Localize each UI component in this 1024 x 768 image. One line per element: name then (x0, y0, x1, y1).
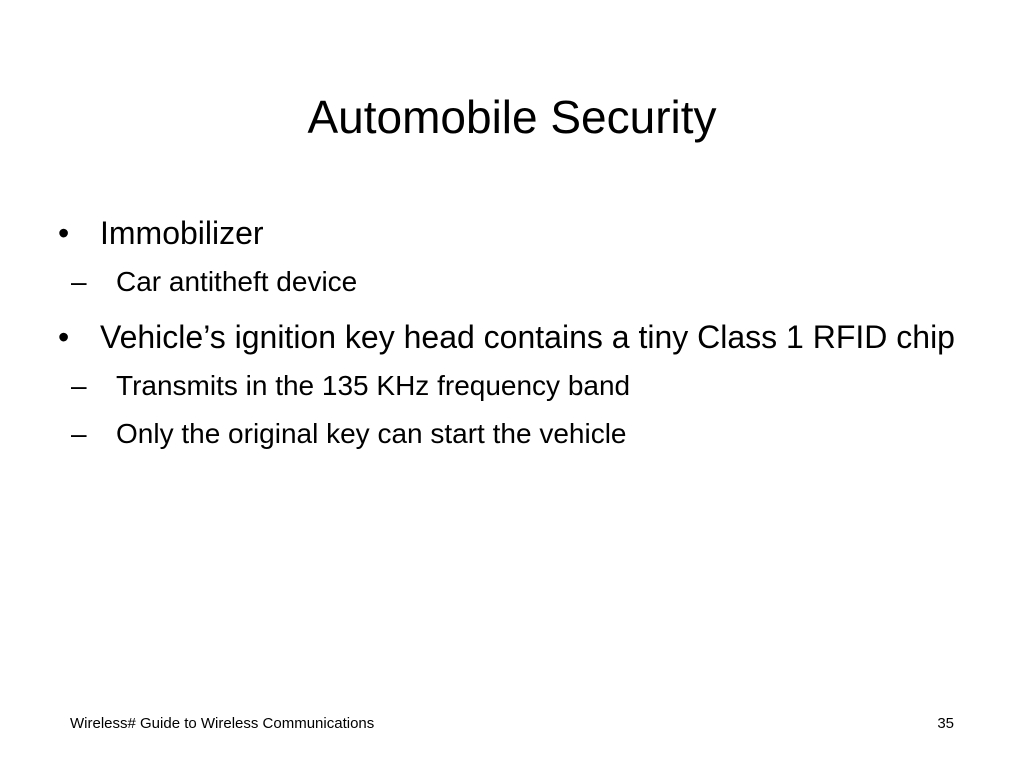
sub-bullet-text: Car antitheft device (116, 266, 358, 297)
sub-bullet-marker: – (71, 418, 87, 449)
bullet-item (58, 210, 958, 256)
slide-title: Automobile Security (307, 91, 717, 143)
sub-bullet-marker: – (71, 266, 87, 297)
sub-bullet-text: Transmits in the 135 KHz frequency band (116, 370, 631, 401)
bullet-text: Vehicle’s ignition key head contains a tiny Class 1 RFID chip (100, 319, 955, 355)
bullet-text: Immobilizer (100, 215, 264, 251)
sub-bullet-list (58, 258, 958, 306)
sub-bullet-list (58, 362, 958, 458)
sub-bullet-marker: – (71, 370, 87, 401)
bullet-marker: • (58, 215, 70, 251)
sub-bullet-text: Only the original key can start the vehicle (116, 418, 627, 449)
sub-bullet-item (71, 258, 958, 306)
page-number: 35 (937, 715, 954, 732)
slide-body (58, 210, 958, 466)
bullet-item (58, 314, 958, 360)
bullet-marker: • (58, 319, 70, 355)
footer-text: Wireless# Guide to Wireless Communications (70, 715, 375, 732)
sub-bullet-item (71, 410, 958, 458)
sub-bullet-item (71, 362, 958, 410)
